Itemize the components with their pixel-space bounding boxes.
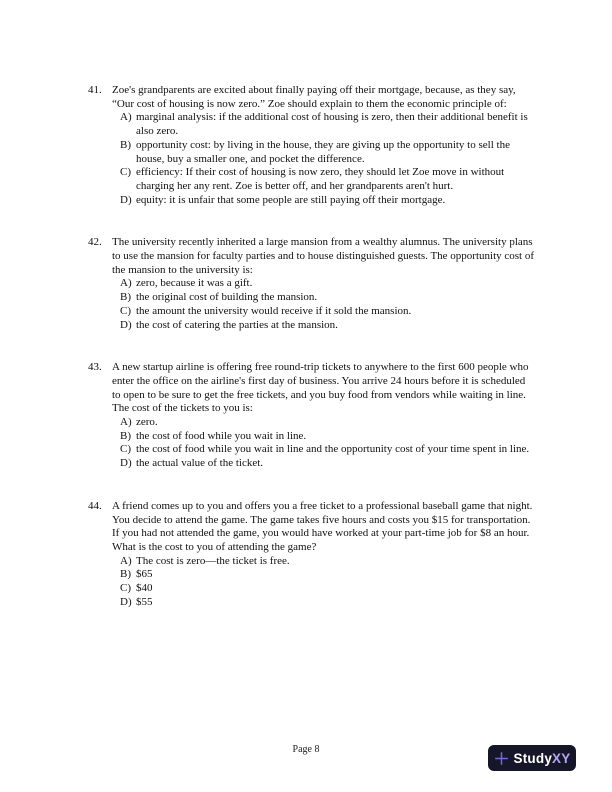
option-text: marginal analysis: if the additional cost of housing is zero, then their additional benefit is also zero. [136,111,528,138]
option-letter: C) [120,582,131,595]
question-number: 43. [88,361,102,374]
option-text: the amount the university would receive if it sold the mansion. [136,304,412,317]
option-letter: D) [120,193,132,206]
studyxy-logo [488,745,576,771]
answer-option [120,166,534,193]
question-43 [88,361,534,471]
answer-option [120,194,534,208]
option-letter: B) [120,568,131,581]
answer-option [120,139,534,166]
option-letter: A) [120,416,132,429]
logo-text-accent: XY [552,750,571,766]
question-number: 44. [88,499,102,512]
option-text: opportunity cost: by living in the house, they are giving up the opportunity to sell the house, buy a smaller one, and pocket the difference. [136,138,510,165]
answer-option [120,582,534,596]
option-text: the cost of food while you wait in line. [136,429,307,442]
option-text: zero. [136,416,158,429]
option-letter: C) [120,443,131,456]
answer-option [120,457,534,471]
answer-option [120,555,534,569]
option-letter: A) [120,554,132,567]
answer-option [120,596,534,610]
option-text: efficiency: If their cost of housing is now zero, they should let Zoe move in without charging her any rent. Zoe is better off, and her grandparents aren't hurt. [136,166,505,192]
option-text: $40 [136,582,153,595]
option-letter: B) [120,291,131,304]
option-letter: B) [120,429,131,442]
option-letter: D) [120,318,132,331]
option-letter: C) [120,166,131,179]
answer-option [120,430,534,444]
question-number: 41. [88,84,102,96]
option-text: $65 [136,568,153,581]
answer-option [120,568,534,582]
logo-text-primary: Study [513,750,553,766]
answer-option [120,111,534,138]
options-list [120,277,534,332]
logo-text [514,751,571,766]
option-text: the original cost of building the mansion. [136,291,318,304]
question-41 [88,84,534,207]
option-text: the cost of food while you wait in line and the opportunity cost of your time spent in line. [136,443,530,456]
question-text: A new startup airline is offering free round-trip tickets to anywhere to the first 600 people who enter the office on the airline's first day of business. You arrive 24 hours before it is scheduled to open to be sure to get the free tickets, and you buy food from vendors while waiting in line. The cost of the tickets to you is: [112,361,529,415]
answer-option [120,443,534,457]
question-44 [88,500,534,610]
answer-option [120,291,534,305]
answer-option [120,305,534,319]
option-text: equity: it is unfair that some people are still paying off their mortgage. [136,193,446,206]
option-letter: D) [120,457,132,470]
answer-option [120,416,534,430]
question-text: A friend comes up to you and offers you a free ticket to a professional baseball game that night. You decide to attend the game. The game takes five hours and costs you $15 for transportation. If you had not attended the game, you would have worked at your part-time job for $8 an hour. What is the cost to you of attending the game? [112,499,533,553]
page-number: Page 8 [292,744,320,755]
questions-list [88,84,534,610]
options-list [120,555,534,610]
answer-option [120,319,534,333]
option-text: The cost is zero—the ticket is free. [136,554,290,567]
question-number: 42. [88,236,102,249]
question-text: The university recently inherited a large mansion from a wealthy alumnus. The university plans to use the mansion for faculty parties and to house distinguished guests. The opportunity cost of the mansion to the university is: [112,236,535,276]
answer-option [120,277,534,291]
option-text: $55 [136,595,153,608]
option-letter: D) [120,595,132,608]
option-letter: B) [120,138,131,151]
options-list [120,416,534,471]
option-letter: A) [120,277,132,290]
option-text: the cost of catering the parties at the mansion. [136,318,338,331]
options-list [120,111,534,207]
question-42 [88,236,534,332]
plus-icon [494,751,509,766]
option-text: the actual value of the ticket. [136,457,264,470]
option-letter: C) [120,304,131,317]
question-text: Zoe's grandparents are excited about finally paying off their mortgage, because, as they say, “Our cost of housing is now zero.” Zoe should explain to them the economic principle of: [112,84,516,110]
option-text: zero, because it was a gift. [136,277,253,290]
option-letter: A) [120,111,132,124]
